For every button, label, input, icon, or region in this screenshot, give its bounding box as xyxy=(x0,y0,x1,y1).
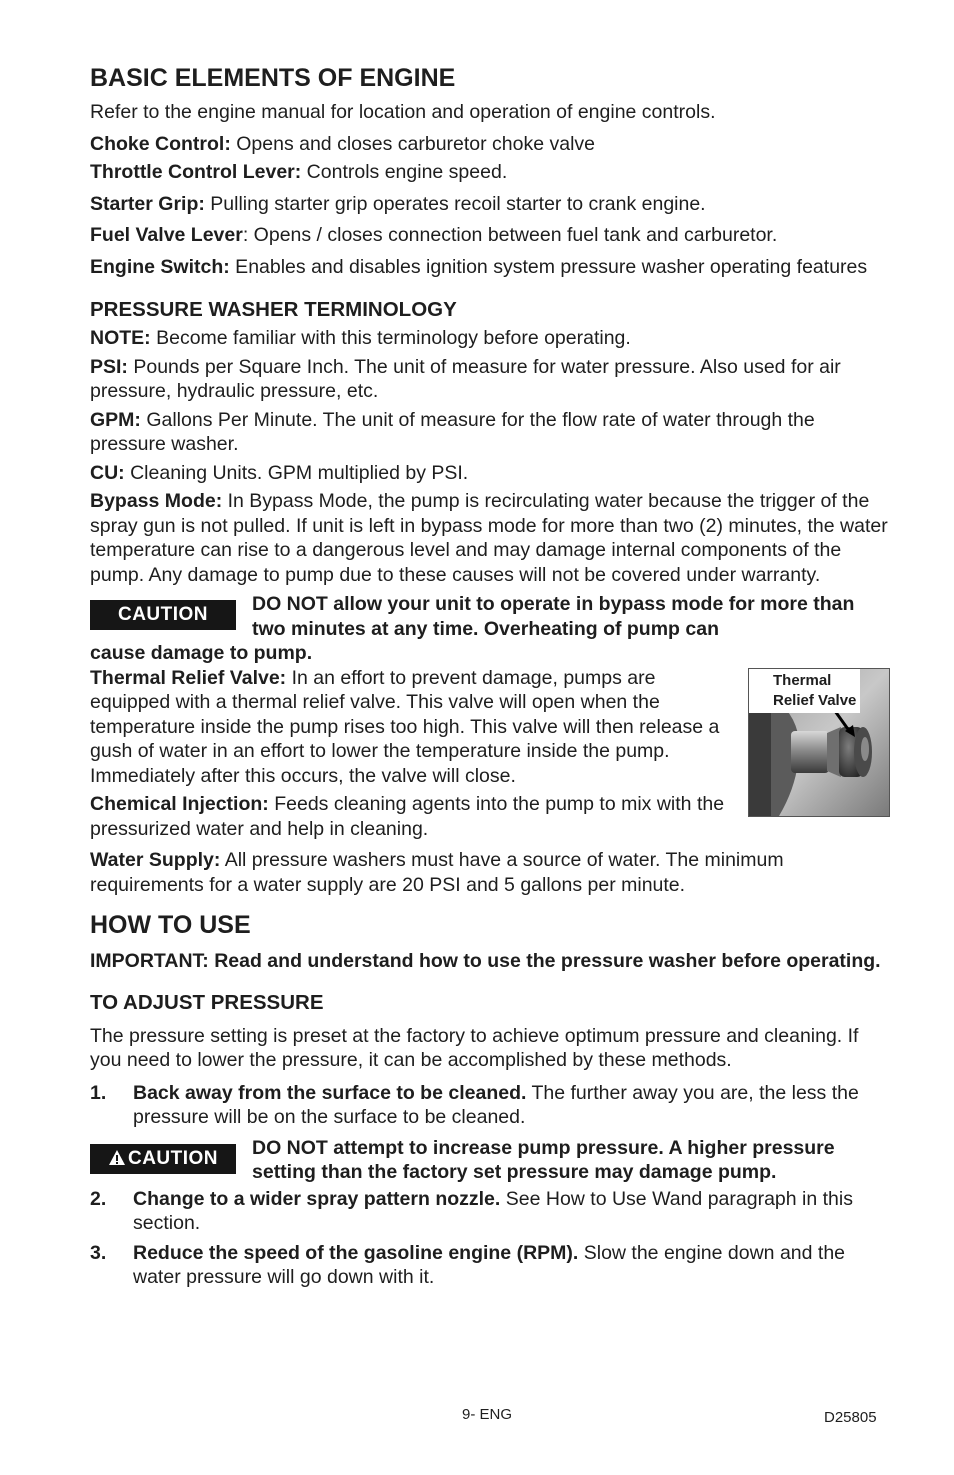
step-body xyxy=(133,1187,890,1236)
terminology-heading: PRESSURE WASHER TERMINOLOGY xyxy=(90,298,457,321)
step-detail: Slow the engine down and the water pressure will go down with it. xyxy=(133,1241,846,1288)
caution-text: DO NOT attempt to increase pump pressure. A higher pressure setting than the factory set pressure may damage pump. xyxy=(252,1136,835,1183)
basic-elements-heading: BASIC ELEMENTS OF ENGINE xyxy=(90,64,456,92)
choke-control-entry xyxy=(90,132,890,157)
throttle-control-entry xyxy=(90,160,890,185)
important-notice: IMPORTANT: Read and understand how to use the pressure washer before operating. xyxy=(90,950,881,972)
adjust-pressure-heading: TO ADJUST PRESSURE xyxy=(90,990,324,1014)
term: Water Supply: xyxy=(90,849,221,871)
caution-continuation: cause damage to pump. xyxy=(90,642,313,664)
term: CU: xyxy=(90,461,125,484)
term: Throttle Control Lever: xyxy=(90,161,302,183)
thermal-relief-section xyxy=(90,666,890,842)
term: Choke Control: xyxy=(90,132,231,155)
definition: Controls engine speed. xyxy=(301,161,508,183)
document-code: D25805 xyxy=(824,1409,877,1426)
term: Thermal Relief Valve: xyxy=(90,666,287,689)
term: GPM: xyxy=(90,408,141,431)
definition: In an effort to prevent damage, pumps are equipped with a thermal relief valve. This valve will open when the temperature inside the pump rises too high. This valve will then release a gush of water in an effort to lower the temperature inside the pump. Immediately after this occurs, the valve will close. xyxy=(90,666,720,787)
caution-text: DO NOT allow your unit to operate in bypass mode for more than two minutes at any time. Overheating of pump can xyxy=(252,593,855,640)
definition: : Opens / closes connection between fuel tank and carburetor. xyxy=(242,224,778,246)
warning-triangle-icon xyxy=(108,1146,126,1176)
definition: Pounds per Square Inch. The unit of measure for water pressure. Also used for air pressure, hydraulic pressure, etc. xyxy=(90,355,841,402)
step-2 xyxy=(90,1187,890,1236)
adjust-intro: The pressure setting is preset at the factory to achieve optimum pressure and cleaning. If you need to lower the pressure, it can be accomplished by these methods. xyxy=(90,1024,859,1071)
term: Fuel Valve Lever xyxy=(90,224,243,246)
step-body xyxy=(133,1241,890,1290)
term: Engine Switch: xyxy=(90,255,230,278)
chemical-injection-entry xyxy=(90,792,740,841)
step-number: 1. xyxy=(90,1081,107,1104)
caution-word: CAUTION xyxy=(127,1147,219,1169)
thermal-relief-valve-photo xyxy=(748,668,890,817)
definition: Pulling starter grip operates recoil starter to crank engine. xyxy=(204,192,706,215)
step-action: Reduce the speed of the gasoline engine (RPM). xyxy=(133,1241,579,1264)
step-number: 2. xyxy=(90,1187,107,1210)
thermal-relief-entry xyxy=(90,666,740,789)
starter-grip-entry xyxy=(90,192,890,217)
basic-intro: Refer to the engine manual for location and operation of engine controls. xyxy=(90,101,716,123)
step-detail: See How to Use Wand paragraph in this section. xyxy=(133,1187,853,1234)
term: Chemical Injection: xyxy=(90,793,269,815)
term: NOTE: xyxy=(90,327,151,349)
figure-label xyxy=(749,669,860,713)
step-detail: The further away you are, the less the pressure will be on the surface to be cleaned. xyxy=(133,1081,859,1128)
fuel-valve-entry xyxy=(90,223,890,248)
definition: Enables and disables ignition system pressure washer operating features xyxy=(229,255,868,278)
gpm-entry xyxy=(90,408,890,457)
step-3 xyxy=(90,1241,890,1290)
cu-entry xyxy=(90,461,890,486)
definition: All pressure washers must have a source of water. The minimum requirements for a water supply are 20 PSI and 5 gallons per minute. xyxy=(90,849,784,896)
water-supply-entry xyxy=(90,848,890,897)
figure-label-line2: Relief Valve xyxy=(773,691,857,709)
bypass-caution xyxy=(90,592,890,641)
bypass-mode-entry xyxy=(90,489,890,587)
step-1 xyxy=(90,1081,890,1130)
step-body xyxy=(133,1081,890,1130)
step-number: 3. xyxy=(90,1241,107,1264)
manual-page xyxy=(90,62,890,1290)
step-action: Change to a wider spray pattern nozzle. xyxy=(133,1187,501,1210)
page-number: 9- ENG xyxy=(462,1406,513,1423)
term: Starter Grip: xyxy=(90,192,205,215)
step-action: Back away from the surface to be cleaned. xyxy=(133,1081,527,1104)
pressure-caution xyxy=(90,1136,890,1185)
definition: Feeds cleaning agents into the pump to mix with the pressurized water and help in cleaning. xyxy=(90,793,725,840)
term: Bypass Mode: xyxy=(90,490,223,512)
figure-label-line1: Thermal xyxy=(773,671,832,689)
note-entry xyxy=(90,326,890,351)
definition: Opens and closes carburetor choke valve xyxy=(230,132,596,155)
definition: In Bypass Mode, the pump is recirculating water because the trigger of the spray gun is not pulled. If unit is left in bypass mode for more than two (2) minutes, the water temperature can rise to a dangerous level and may damage internal components of the pump. Any damage to pump due to these causes will not be covered under warranty. xyxy=(90,490,888,586)
caution-label: CAUTION xyxy=(90,600,236,630)
engine-switch-entry xyxy=(90,255,890,280)
definition: Cleaning Units. GPM multiplied by PSI. xyxy=(124,461,469,484)
caution-label xyxy=(90,1144,236,1174)
definition: Become familiar with this terminology before operating. xyxy=(150,327,631,349)
how-to-use-heading: HOW TO USE xyxy=(90,911,251,939)
term: PSI: xyxy=(90,355,128,378)
definition: Gallons Per Minute. The unit of measure for the flow rate of water through the pressure washer. xyxy=(90,408,815,455)
psi-entry xyxy=(90,355,890,404)
